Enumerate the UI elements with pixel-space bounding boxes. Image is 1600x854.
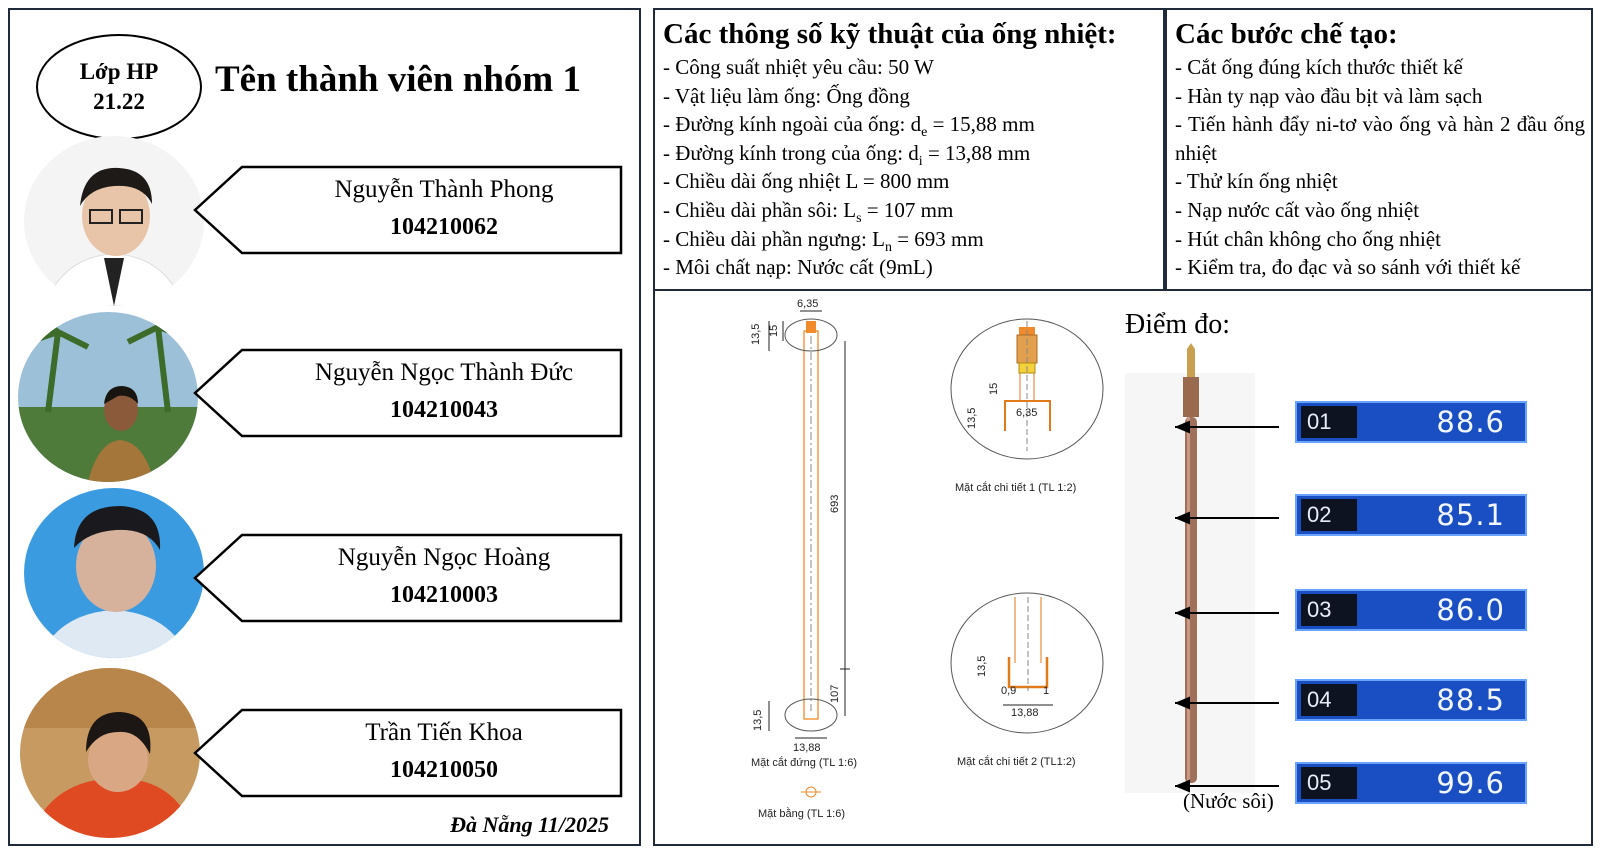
avatar-member-4 (20, 668, 200, 838)
front-section-view (750, 298, 857, 820)
dim-107: 107 (829, 684, 841, 703)
dim-detail2-1: 1 (1043, 685, 1050, 697)
reading-04 (1295, 679, 1527, 721)
specs-list (663, 53, 1157, 282)
dim-top-15: 15 (768, 324, 780, 337)
member-id: 104210043 (390, 397, 498, 423)
reading-03 (1295, 589, 1527, 631)
dim-detail1-13-5: 13,5 (966, 407, 978, 429)
step-item: - Hút chân không cho ống nhiệt (1175, 226, 1441, 251)
temperature-value: 88.6 (1436, 405, 1505, 439)
boiling-label: (Nước sôi) (1183, 789, 1274, 813)
dim-693: 693 (829, 494, 841, 513)
dim-detail2-0-9: 0,9 (1001, 685, 1017, 697)
step-item: - Tiến hành đẩy ni-tơ vào ống và hàn 2 đầu ống nhiệt (1175, 112, 1585, 165)
spec-item: - Công suất nhiệt yêu cầu: 50 W (663, 55, 934, 79)
dim-detail2-13-88: 13,88 (1011, 707, 1039, 719)
channel: 04 (1301, 684, 1357, 716)
measure-title: Điểm đo: (1125, 309, 1230, 340)
spec-item: - Chiều dài ống nhiệt L = 800 mm (663, 169, 950, 194)
member-id: 104210050 (390, 757, 498, 783)
detail-1-view (951, 319, 1103, 494)
avatar-member-3 (24, 488, 204, 658)
detail1-label: Mặt cắt chi tiết 1 (TL 1:2) (955, 482, 1077, 494)
dim-top-width: 6,35 (797, 298, 819, 310)
spec-item: - Chiều dài phần ngưng: $L_n = 693$ mm (663, 226, 984, 255)
channel: 01 (1301, 406, 1357, 438)
reading-02 (1295, 494, 1527, 536)
reading-05 (1295, 762, 1527, 804)
team-title: Tên thành viên nhóm 1 (215, 59, 581, 100)
member-name: Nguyễn Ngọc Thành Đức (314, 359, 574, 386)
drawing-panel (653, 289, 1593, 846)
steps-list (1175, 53, 1585, 282)
dim-bottom-cap: 13,5 (752, 709, 764, 731)
spec-item: - Đường kính trong của ống: $d_i = 13,88$ mm (663, 140, 1031, 169)
step-item: - Hàn ty nạp vào đầu bịt và làm sạch (1175, 83, 1483, 108)
member-tag-1 (192, 164, 632, 256)
channel: 05 (1301, 767, 1357, 799)
avatar-member-1 (24, 136, 204, 306)
dim-bottom-width: 13,88 (793, 742, 821, 754)
dim-top-cap: 13,5 (750, 323, 762, 345)
step-item: - Thử kín ống nhiệt (1175, 169, 1338, 194)
technical-drawing (655, 291, 1125, 844)
dim-detail1-15: 15 (988, 382, 1000, 395)
member-tag-4 (192, 707, 632, 799)
temperature-value: 99.6 (1436, 766, 1505, 800)
member-tag-2 (192, 347, 632, 439)
member-name: Nguyễn Thành Phong (334, 176, 554, 203)
class-badge (36, 34, 202, 140)
plan-view-label: Mặt bằng (TL 1:6) (758, 808, 846, 820)
step-item: - Nạp nước cất vào ống nhiệt (1175, 197, 1420, 222)
front-view-label: Mặt cắt đứng (TL 1:6) (751, 757, 857, 769)
team-panel (8, 8, 641, 846)
steps-panel (1165, 8, 1593, 291)
member-tag-3 (192, 532, 632, 624)
spec-item: - Đường kính ngoài của ống: $d_e = 15,88$ mm (663, 112, 1035, 141)
spec-item: - Môi chất nạp: Nước cất (9mL) (663, 255, 933, 280)
detail2-label: Mặt cắt chi tiết 2 (TL1:2) (957, 756, 1076, 768)
place-date: Đà Nẵng 11/2025 (450, 812, 609, 837)
member-name: Trần Tiến Khoa (365, 719, 523, 746)
class-label-line1: Lớp HP (79, 59, 159, 84)
dim-detail2-13-5: 13,5 (976, 655, 988, 677)
measure-arrows (1175, 343, 1295, 793)
spec-item: - Vật liệu làm ống: Ống đồng (663, 83, 910, 108)
temperature-value: 85.1 (1436, 498, 1505, 532)
detail-2-view (951, 593, 1103, 768)
temperature-value: 86.0 (1436, 593, 1505, 627)
step-item: - Cắt ống đúng kích thước thiết kế (1175, 55, 1463, 79)
member-id: 104210062 (390, 214, 498, 240)
spec-item: - Chiều dài phần sôi: $L_s = 107$ mm (663, 197, 954, 227)
dim-detail1-6-35: 6,35 (1016, 407, 1038, 419)
channel: 02 (1301, 499, 1357, 531)
avatar-member-2 (18, 312, 198, 482)
steps-title: Các bước chế tạo: (1175, 18, 1398, 50)
member-id: 104210003 (390, 582, 498, 608)
channel: 03 (1301, 594, 1357, 626)
class-label-line2: 21.22 (93, 89, 145, 114)
temperature-value: 88.5 (1436, 683, 1505, 717)
specs-title: Các thông số kỹ thuật của ống nhiệt: (663, 18, 1117, 50)
reading-01 (1295, 401, 1527, 443)
member-name: Nguyễn Ngọc Hoàng (337, 544, 551, 571)
step-item: - Kiểm tra, đo đạc và so sánh với thiết kế (1175, 255, 1521, 280)
specs-panel (653, 8, 1165, 291)
